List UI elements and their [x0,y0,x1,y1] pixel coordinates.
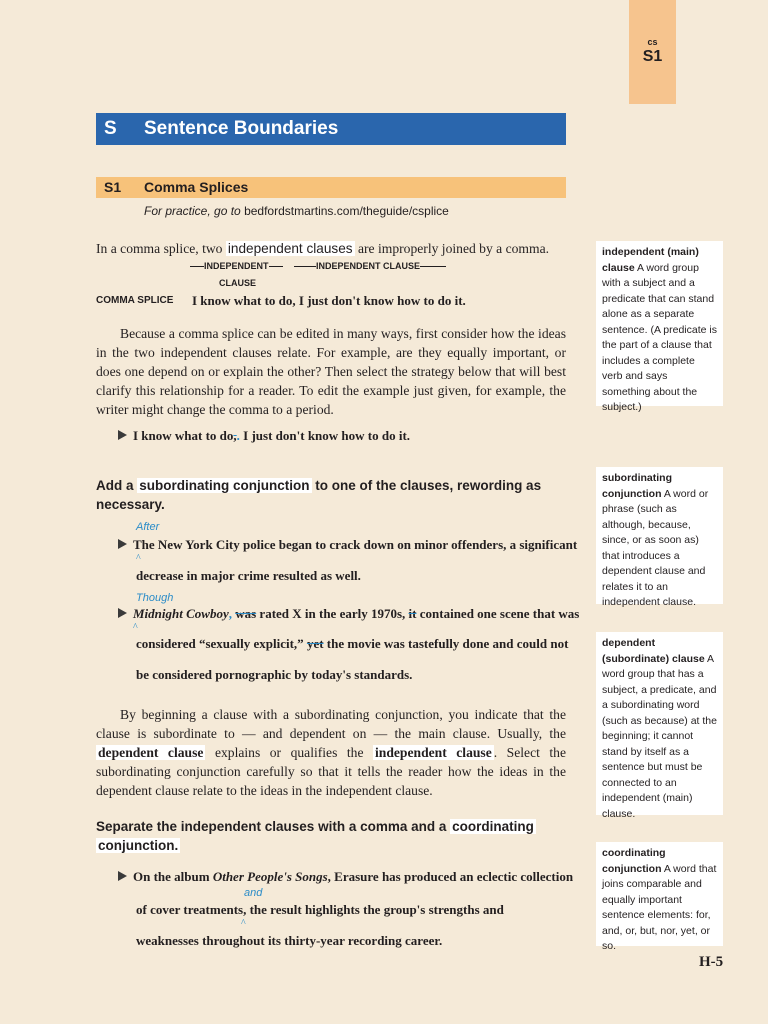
para3-term2: independent clause [375,745,492,760]
gloss-term: dependent (subordinate) clause [602,637,705,665]
gloss-def: A word group that has a subject, a predicate, and a subordinating word (such as because) at the beginning; it cannot stand by itself as a sentence but must be connected to an independent (main) clause. [602,652,717,820]
intro-term: independent clauses [227,241,353,256]
para3-p2: . Select the subordinating conjunction carefully so that it tells the reader how the ideas in the dependent clause relate to the ideas in the independent clause. [96,745,566,798]
example-cowboy-line1: Midnight Cowboy, was rated X in the early 1970s, it contained one scene that was [118,606,579,622]
example-erasure-line3: weaknesses throughout its thirty-year recording career. [136,933,443,948]
period-example-a: I know what to do [133,428,234,443]
subordinating-heading [96,476,566,514]
bracket-right [294,261,446,271]
bracket-left-label: INDEPENDENT [204,261,269,271]
glossary-independent-clause [596,241,723,413]
section-title: Comma Splices [144,179,249,195]
bracket-left-label2: CLAUSE [219,278,257,288]
glossary-dependent-clause [596,632,723,820]
sub-head-before: Add a [96,478,134,493]
cowboy-l1b: rated X in the early 1970s, [259,606,406,621]
gloss-def: A word group with a subject and a predicate that can stand alone as a separate sentence. (A predicate is the part of a clause that includes a complete verb and says something about the subject.) [602,261,717,413]
example-nyc-line2: decrease in major crime resulted as well. [136,568,361,583]
erasure-title: Other People's Songs [212,869,328,884]
caret-icon: ^ [133,622,138,633]
coord-head-before: Separate the independent clauses with a comma and a [96,819,447,834]
caret-icon: ^ [241,918,246,929]
chapter-banner [96,113,566,145]
insert-after: After [136,521,160,533]
erasure-post: , Erasure has produced an eclectic collection [327,869,574,884]
strategy-paragraph: Because a comma splice can be edited in many ways, first consider how the ideas in the two independent clauses relate. For example, are they equally important, or does one depend on or explain the other? Then select the strategy below that will best clarify this relationship for a reader. To edit the example just given, for example, the writer might change the comma to a period. [96,326,566,417]
insert-and: and [244,887,263,899]
intro-before: In a comma splice, two [96,241,223,256]
subordination-paragraph [96,705,566,800]
gloss-term: coordinating conjunction [602,847,666,875]
page-number: H-5 [699,954,724,970]
comma-splice-tag: COMMA SPLICE [96,295,174,306]
practice-url[interactable]: bedfordstmartins.com/theguide/csplice [244,204,449,218]
cowboy-title: Midnight Cowboy [133,606,229,621]
cowboy-l2a: considered “sexually explicit,” [136,636,304,651]
arrow-icon [118,430,127,440]
tab-abbrev: cs [647,37,658,47]
gloss-def: A word or phrase (such as although, because, since, or as soon as) that introduces a dependent clause and relates it to an independent clause. [602,487,709,608]
period-example: I know what to do,. I just don't know how to do it. [118,428,410,444]
cowboy-it: it [408,606,417,621]
sub-head-term: subordinating conjunction [139,478,310,493]
para3-p1: By beginning a clause with a subordinating conjunction, you indicate that the clause is subordinate to — and dependent on — the main clause. Usually, the [96,707,566,741]
cowboy-l2c: the movie was tastefully done and could not [326,636,569,651]
section-number: S1 [104,179,122,195]
cowboy-l1d: contained one scene that was [419,606,580,621]
sub-head-after: to one of the clauses, rewording as necessary. [96,478,542,512]
glossary-coordinating-conjunction [596,842,723,952]
cowboy-was: was [235,606,257,621]
chapter-letter: S [104,118,117,139]
chapter-tab [629,0,676,104]
comma-splice-example: I know what to do, I just don't know how to do it. [192,293,466,308]
bracket-right-label: INDEPENDENT CLAUSE [316,261,421,271]
practice-prefix: For practice, go to [144,204,241,218]
example-cowboy-line2 [136,636,568,652]
chapter-title: Sentence Boundaries [144,118,339,139]
period-example-b: I just don't know how to do it. [243,428,411,443]
coord-head-term2: conjunction. [98,838,179,853]
arrow-icon [118,539,127,549]
example-erasure-line2: of cover treatments, the result highlights the group's strengths and [136,902,504,917]
gloss-def: A word that joins comparable and equally important sentence elements: for, and, or, but, nor, yet, or so. [602,862,717,952]
practice-line [144,204,449,218]
bracket-left [190,261,283,271]
insert-though: Though [136,592,174,604]
arrow-icon [118,608,127,618]
arrow-icon [118,871,127,881]
para3-term1: dependent clause [98,745,204,760]
example-cowboy-line3: be considered pornographic by today's standards. [136,667,413,682]
example-nyc-line1 [118,537,577,553]
nyc-line1-text: The New York City police began to crack down on minor offenders, a significant [133,537,578,552]
example-erasure-line1 [118,869,573,885]
cowboy-yet: yet [306,636,324,651]
section-heading [96,177,566,198]
intro-paragraph [96,239,566,258]
erasure-pre: On the album [133,869,210,884]
para3-mid: explains or qualifies the [214,745,364,760]
tab-section: S1 [642,48,663,65]
caret-icon: ^ [136,553,141,564]
glossary-subordinating-conjunction [596,467,723,608]
gloss-term: independent (main) clause [602,246,699,274]
coord-head-term: coordinating [452,819,534,834]
gloss-term: subordinating conjunction [602,472,672,500]
coordinating-heading [96,817,566,855]
intro-after: are improperly joined by a comma. [358,241,550,256]
